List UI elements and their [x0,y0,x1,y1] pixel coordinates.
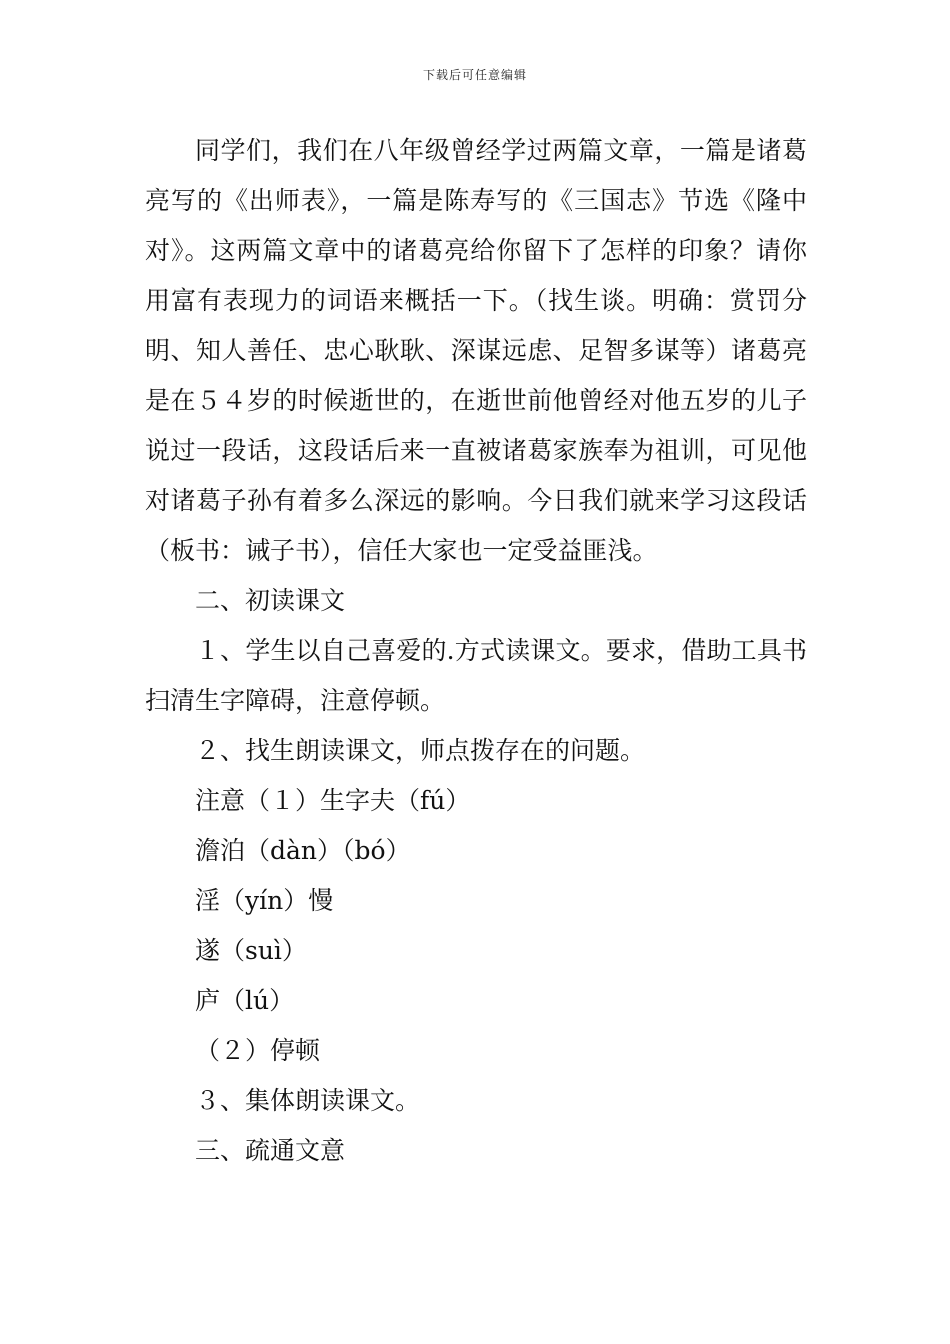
note-line: 淫（yín）慢 [195,886,334,915]
page-header: 下载后可任意编辑 [422,68,527,82]
intro-paragraph: 同学们，我们在八年级曾经学过两篇文章，一篇是诸葛亮写的《出师表》，一篇是陈寿写的《三国志》节选《隆中对》。这两篇文章中的诸葛亮给你留下了怎样的印象？请你用富有表现力的词语来概括一下。（找生谈。明确：赏罚分明、知人善任、忠心耿耿、深谋远虑、足智多谋等）诸葛亮是在５４岁的时候逝世的，在逝世前他曾经对他五岁的儿子说过一段话，这段话后来一直被诸葛家族奉为祖训，可见他对诸葛子孙有着多么深远的影响。今日我们就来学习这段话（板书：诫子书），信任大家也一定受益匪浅。 [145,136,807,565]
note-line: 注意（１）生字夫（fú） [195,786,471,815]
section-2-step-1: １、学生以自己喜爱的.方式读课文。要求，借助工具书扫清生字障碍，注意停顿。 [145,636,807,715]
section-2-step-2: ２、找生朗读课文，师点拨存在的问题。 [195,736,646,765]
note-line: 澹泊（dàn）（bó） [195,836,411,865]
section-2-heading: 二、初读课文 [195,586,346,615]
section-3-heading: 三、疏通文意 [195,1136,346,1165]
section-2-step-3: ３、集体朗读课文。 [195,1086,421,1115]
note-line: 庐（lú） [195,986,295,1015]
note-line: （２）停顿 [195,1036,321,1065]
document-body [145,126,807,1176]
note-line: 遂（suì） [195,936,307,965]
